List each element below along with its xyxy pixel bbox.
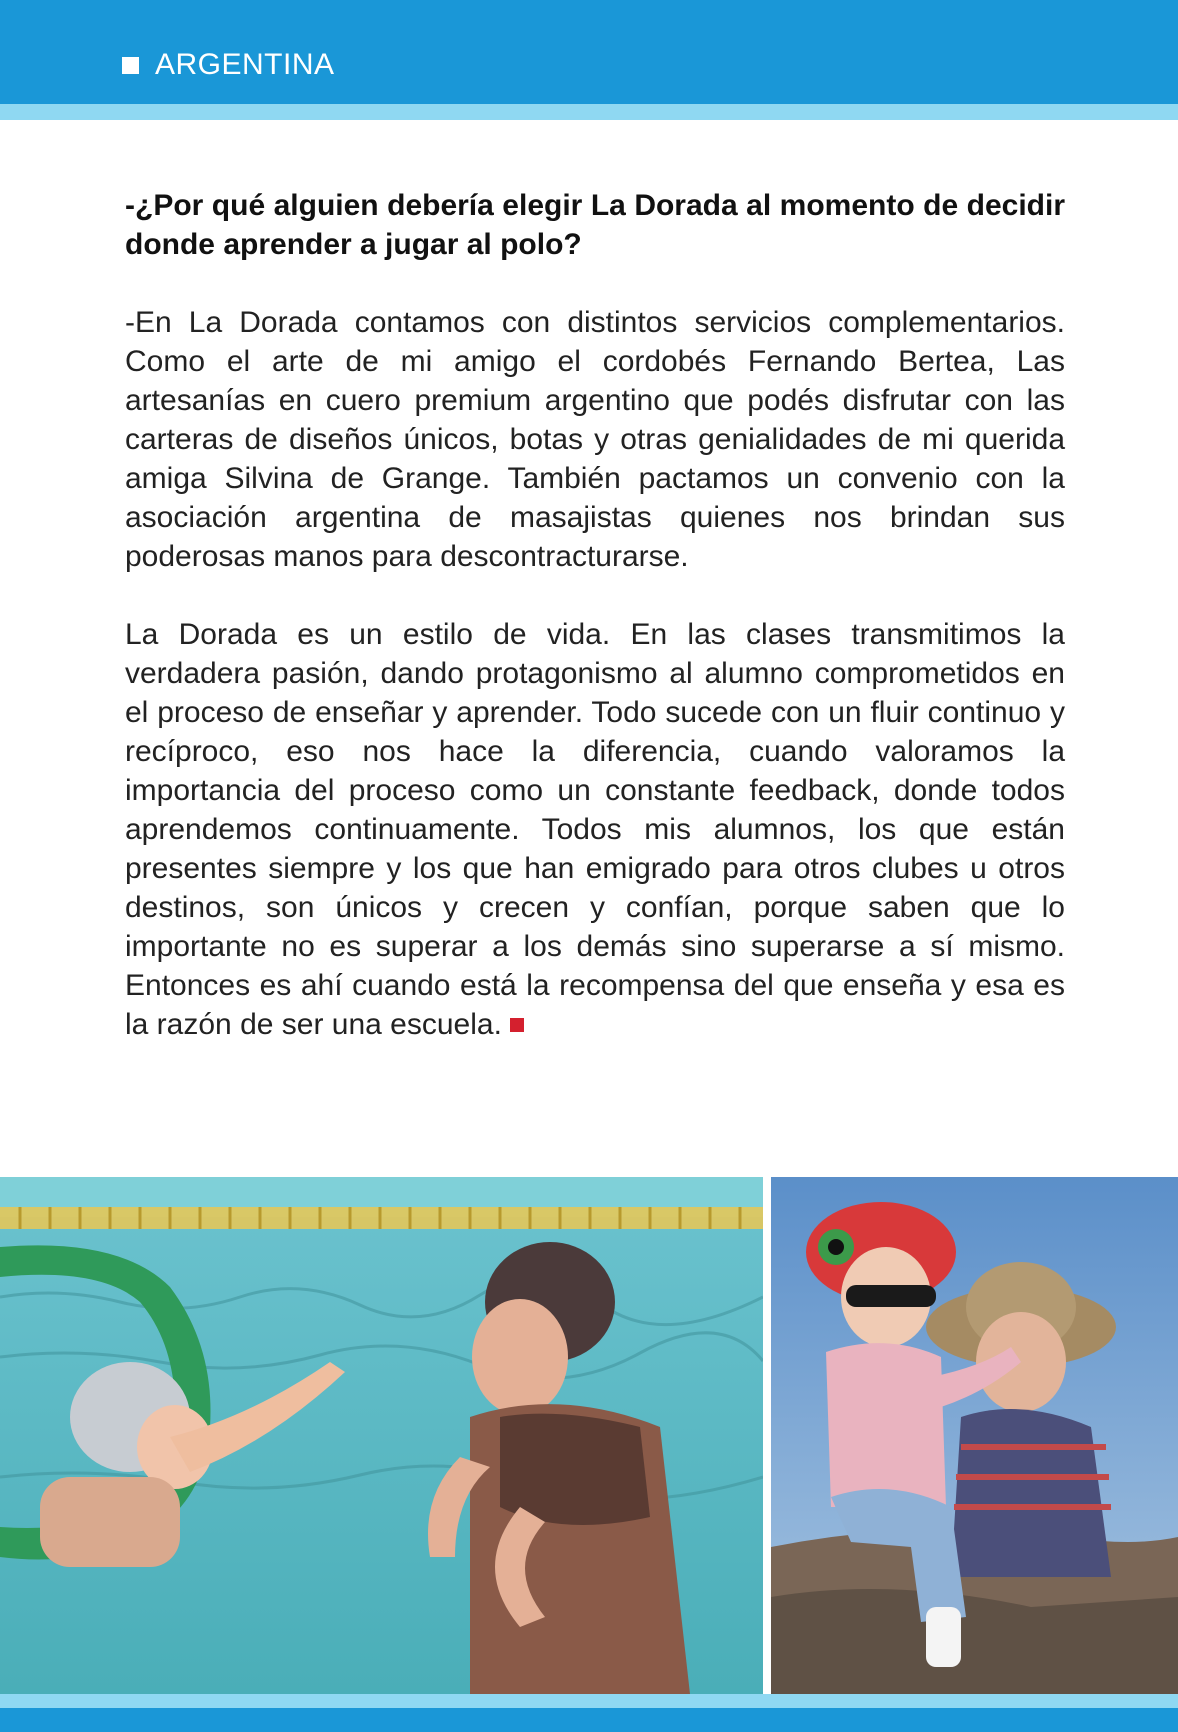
article-body bbox=[125, 186, 1065, 1083]
section-title: ARGENTINA bbox=[155, 48, 335, 81]
outdoor-rock-photo bbox=[771, 1177, 1178, 1694]
answer-paragraph-2 bbox=[125, 615, 1065, 1044]
page-footer bbox=[0, 1708, 1178, 1732]
answer-paragraph-1: -En La Dorada contamos con distintos servicios complementarios. Como el arte de mi amigo el cordobés Fernando Bertea, Las artesanías en cuero premium argentino que podés disfrutar con las carteras de diseños únicos, botas y otras genialidades de mi querida amiga Silvina de Grange. También pactamos un convenio con la asociación argentina de masajistas quienes nos brindan sus poderosas manos para descontracturarse. bbox=[125, 306, 1065, 573]
interview-question: -¿Por qué alguien debería elegir La Dorada al momento de decidir donde aprender a jugar al polo? bbox=[125, 189, 1065, 261]
swimming-pool-photo bbox=[0, 1177, 763, 1694]
end-of-article-icon bbox=[510, 1018, 524, 1032]
section-label bbox=[122, 48, 335, 82]
header-stripe bbox=[0, 104, 1178, 120]
answer-paragraph-2-text: La Dorada es un estilo de vida. En las clases transmitimos la verdadera pasión, dando protagonismo al alumno comprometidos en el proceso de enseñar y aprender. Todo sucede con un fluir continuo y recíproco, eso nos hace la diferencia, cuando valoramos la importancia del proceso como un constante feedback, donde todos aprendemos continuamente. Todos mis alumnos, los que están presentes siempre y los que han emigrado para otros clubes u otros destinos, son únicos y crecen y confían, porque saben que lo importante no es superar a los demás sino superarse a sí mismo. Entonces es ahí cuando está la recompensa del que enseña y esa es la razón de ser una escuela. bbox=[125, 618, 1065, 1041]
section-square-icon bbox=[122, 57, 139, 74]
footer-stripe bbox=[0, 1694, 1178, 1708]
